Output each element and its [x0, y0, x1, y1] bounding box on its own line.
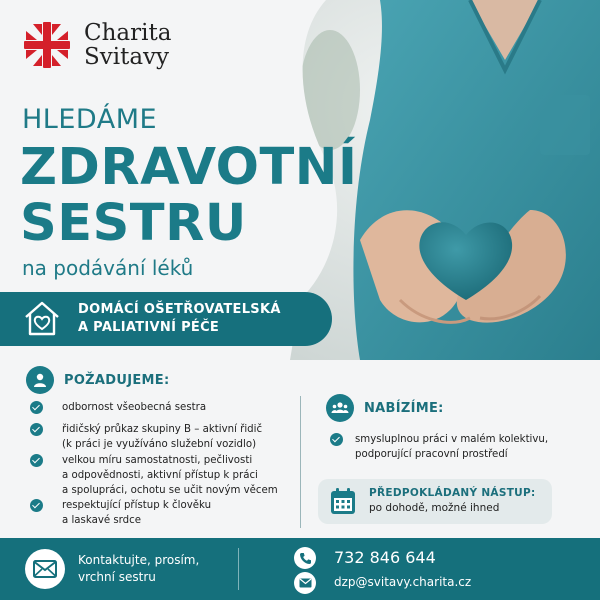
service-text — [78, 301, 281, 337]
start-title: PŘEDPOKLÁDANÝ NÁSTUP: — [369, 487, 536, 499]
requirement-item — [30, 422, 262, 452]
group-icon — [326, 394, 354, 422]
phone-icon — [294, 547, 316, 569]
service-line1: DOMÁCÍ OŠETŘOVATELSKÁ — [78, 302, 281, 317]
charita-logo — [22, 20, 171, 70]
start-value: po dohodě, možné ihned — [369, 502, 500, 514]
calendar-icon — [330, 487, 356, 515]
house-heart-icon — [22, 298, 62, 338]
requirement-text: odbornost všeobecná sestra — [62, 402, 207, 413]
offer-text: smysluplnou práci v malém kolektivu, podporující pracovní prostředí — [355, 434, 549, 460]
section-divider — [300, 396, 301, 528]
contact-line2: vrchní sestru — [78, 570, 156, 584]
contact-line1: Kontaktujte, prosím, — [78, 553, 200, 567]
contact-text — [78, 552, 199, 586]
email-address[interactable]: dzp@svitavy.charita.cz — [334, 575, 472, 589]
requirement-text: řidičský průkaz skupiny B – aktivní řidič (k práci je využíváno služební vozidlo) — [62, 424, 263, 450]
headline-title-line2: SESTRU — [20, 194, 247, 253]
offer-header — [326, 394, 444, 422]
logo-text — [84, 21, 171, 69]
logo-line1: Charita — [84, 20, 172, 46]
footer-divider — [238, 548, 239, 590]
check-icon — [330, 433, 343, 446]
envelope-icon — [25, 549, 65, 589]
headline-title-line1: ZDRAVOTNÍ — [20, 138, 358, 197]
requirement-text: velkou míru samostatnosti, pečlivosti a odpovědnosti, aktivní přístup k práci a spolupráci, ochotu se učit novým věcem — [62, 455, 278, 496]
headline-subtitle: na podávání léků — [22, 256, 194, 280]
check-icon — [30, 423, 43, 436]
logo-line2: Svitavy — [84, 44, 170, 70]
check-icon — [30, 401, 43, 414]
check-icon — [30, 499, 43, 512]
service-line2: A PALIATIVNÍ PÉČE — [78, 320, 220, 335]
email-icon — [294, 572, 316, 594]
requirement-text: respektující přístup k člověku a laskavé srdce — [62, 500, 212, 526]
service-ribbon — [0, 292, 332, 346]
start-date-box — [318, 479, 552, 524]
charita-cross-icon — [22, 20, 72, 70]
requirement-item — [30, 498, 211, 528]
offer-item — [330, 432, 575, 462]
requirement-item — [30, 453, 278, 498]
requirements-title: POŽADUJEME: — [64, 372, 170, 388]
requirements-header — [26, 366, 169, 394]
offer-title: NABÍZÍME: — [364, 400, 444, 416]
headline-kicker: HLEDÁME — [22, 104, 158, 135]
person-icon — [26, 366, 54, 394]
check-icon — [30, 454, 43, 467]
contact-footer — [0, 538, 600, 600]
phone-number[interactable]: 732 846 644 — [334, 548, 436, 567]
requirement-item — [30, 400, 206, 415]
